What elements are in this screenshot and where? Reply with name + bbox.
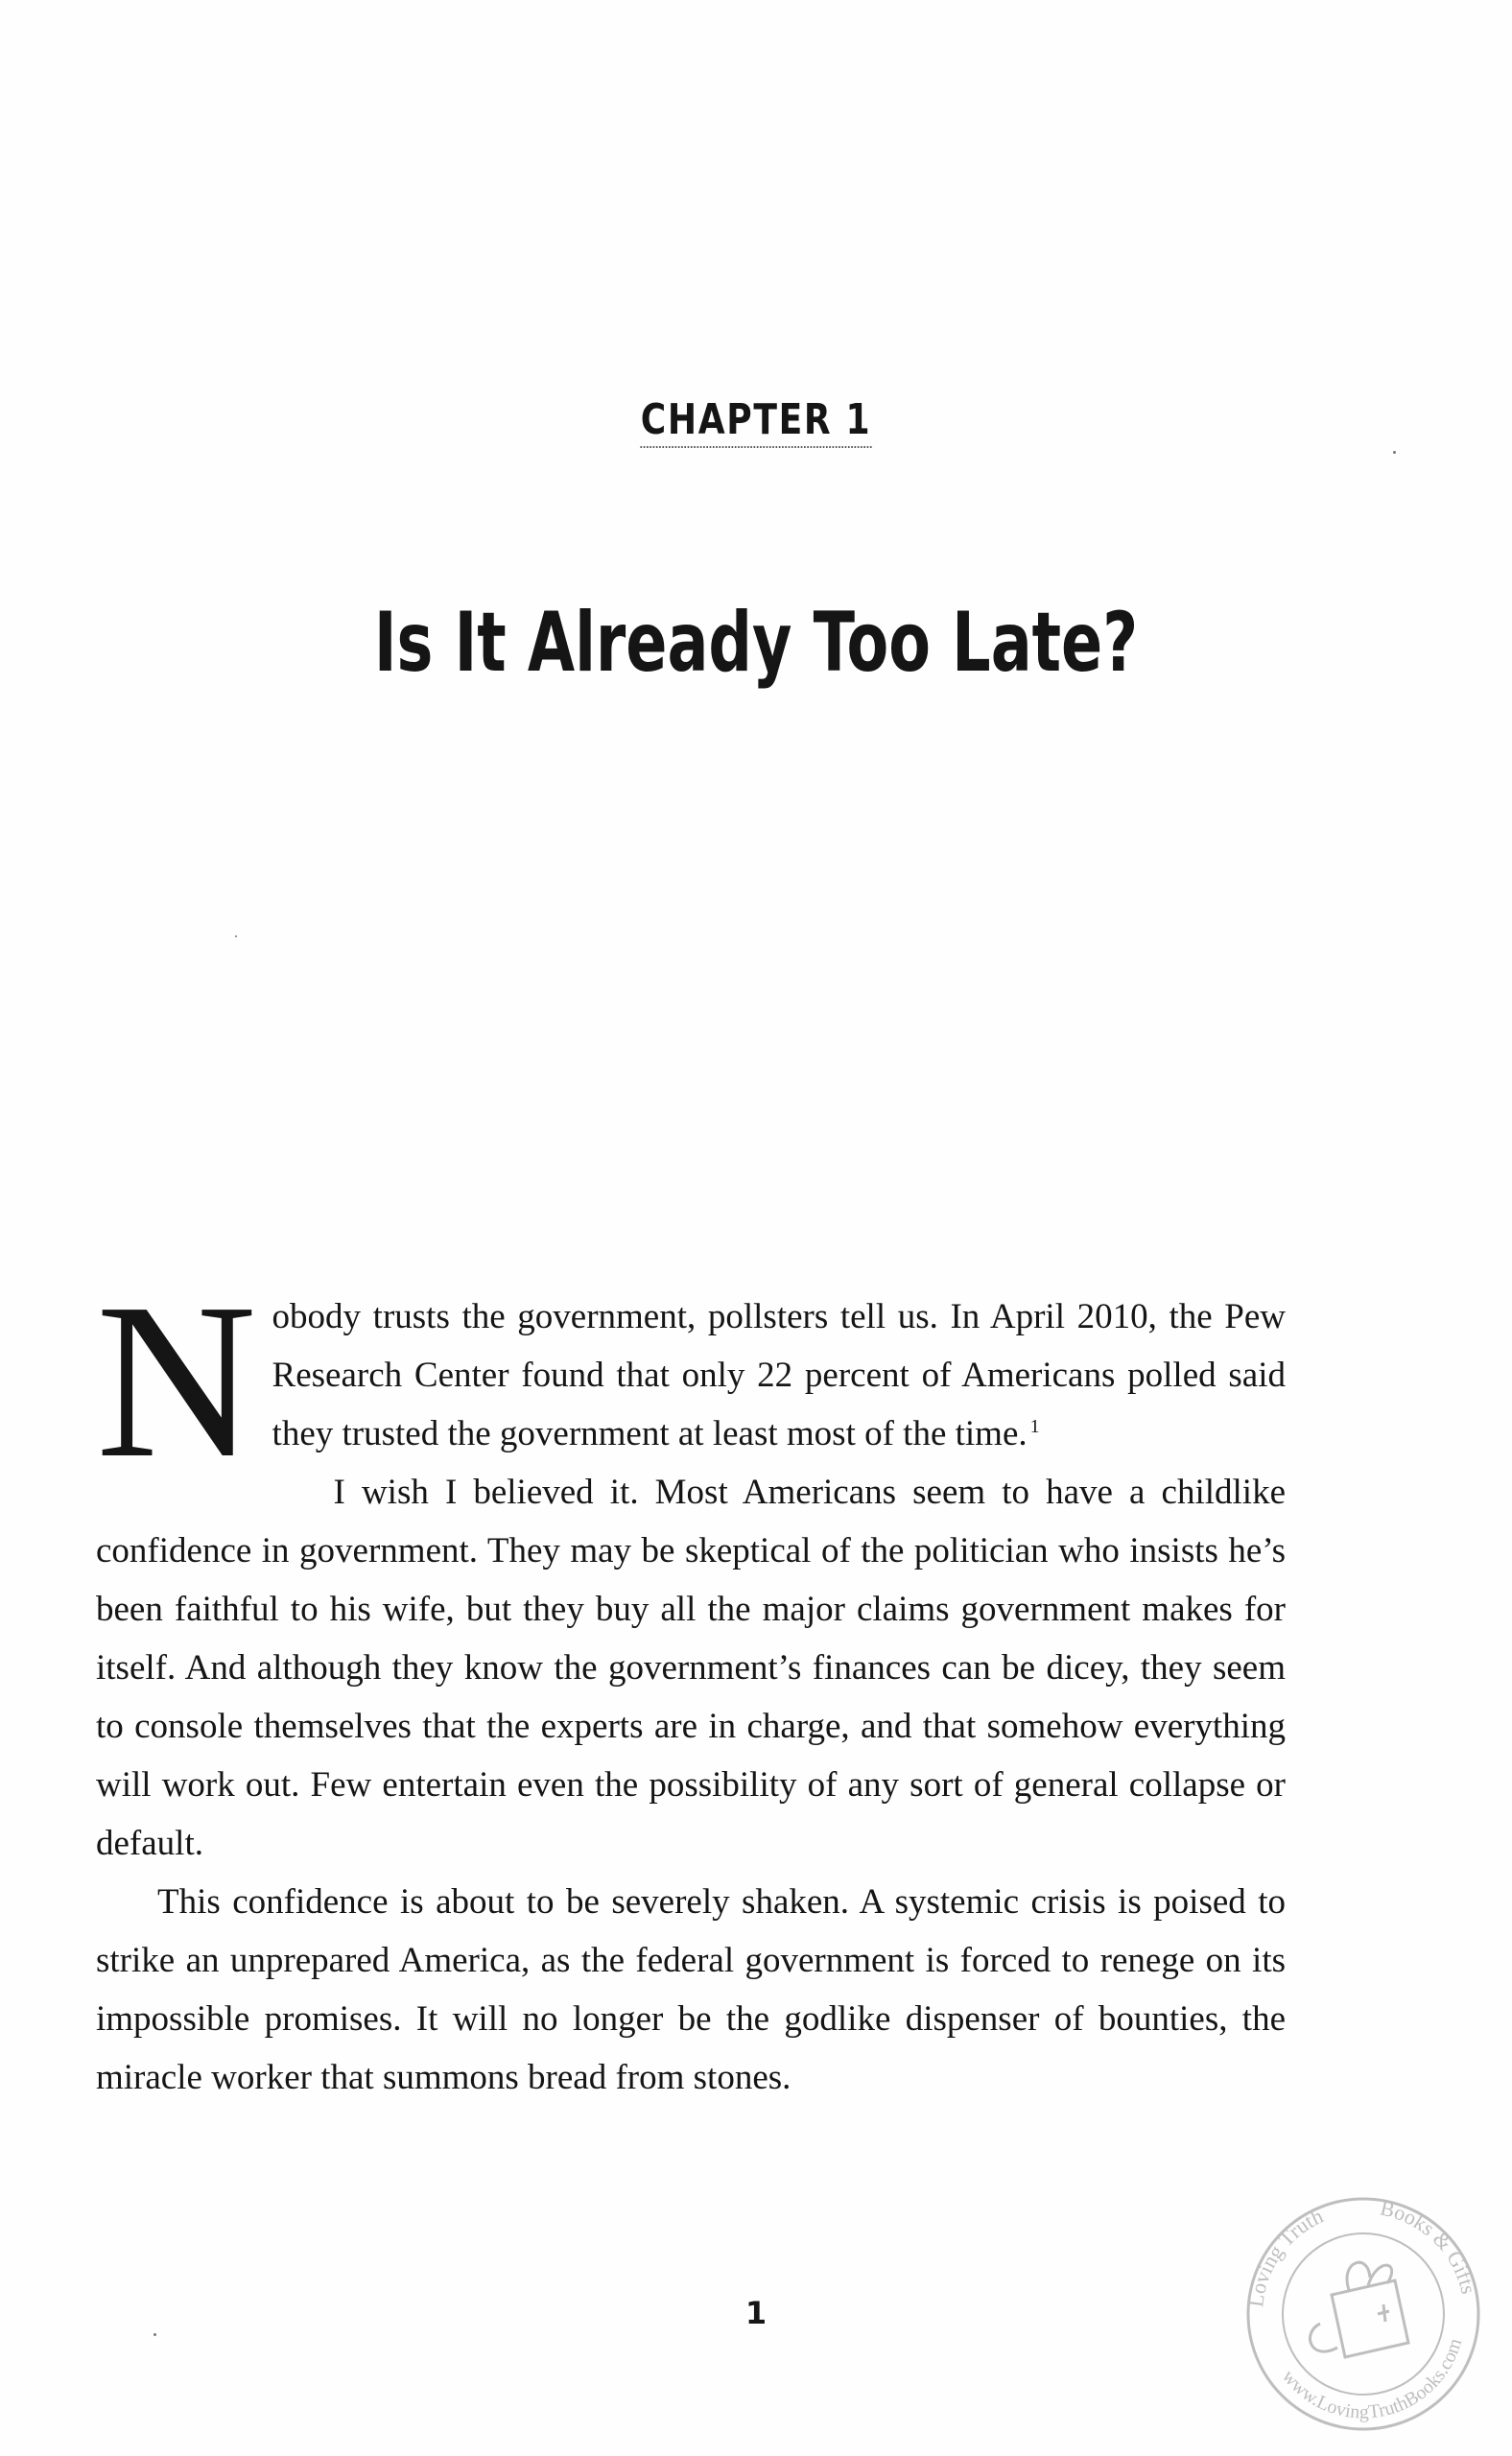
chapter-body — [96, 1258, 1286, 2107]
chapter-title: Is It Already Too Late? — [373, 595, 1139, 691]
stamp-top-text: Books & Gifts — [1378, 2195, 1481, 2297]
page-number: 1 — [744, 2295, 768, 2331]
stamp-left-text: Loving Truth — [1243, 2203, 1327, 2309]
paragraph-3: This confidence is about to be severely shaken. A systemic crisis is poised to strike an unprepared America, as the federal government is forced to renege on its impossible promises. It will no longer be the godlike dispenser of bounties, the miracle worker that summons bread from stones. — [96, 1882, 1286, 2097]
scan-speck — [154, 2333, 156, 2336]
paragraph-2: I wish I believed it. Most Americans seem to have a childlike confidence in government. They may be skeptical of the politician who insists he’s been faithful to his wife, but they buy all the major claims government makes for itself. And although they know the government’s finances can be dicey, they seem to console themselves that the experts are in charge, and that somehow everything will work out. Few entertain even the possibility of any sort of general collapse or default. — [96, 1473, 1286, 1863]
scan-speck — [235, 935, 237, 937]
gift-bag-icon — [1311, 2262, 1408, 2357]
stamp-inner-ring — [1283, 2233, 1444, 2395]
drop-cap: N — [96, 1258, 257, 1504]
footnote-marker: 1 — [1029, 1415, 1040, 1437]
stamp-right-text: www.LovingTruthBooks.com — [1277, 2335, 1467, 2423]
paragraph-1-text: obody trusts the government, pollsters tell us. In April 2010, the Pew Research Center found that only 22 percent of Americans polled said they trusted the government at least most of the time. — [272, 1297, 1286, 1453]
paragraph-1 — [96, 1258, 1286, 1504]
chapter-label-text: CHAPTER 1 — [641, 395, 872, 448]
bookstore-stamp — [1224, 2170, 1502, 2448]
scan-speck — [1393, 451, 1396, 454]
chapter-label — [136, 395, 1376, 448]
